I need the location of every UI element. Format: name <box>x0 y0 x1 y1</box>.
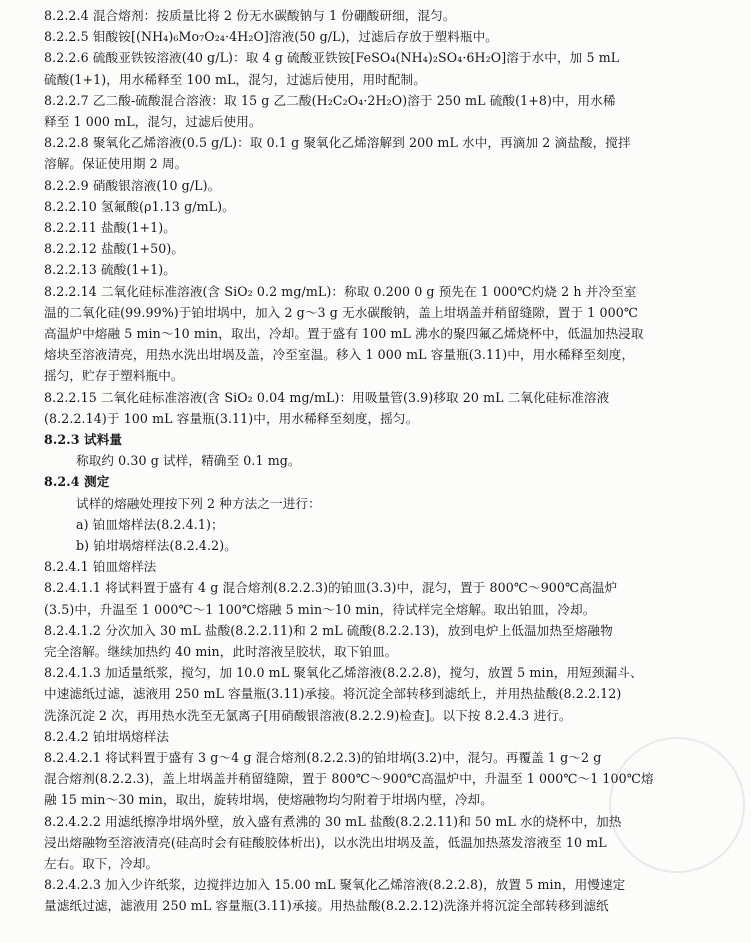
text-line: 洗涤沉淀 2 次，再用热水洗至无氯离子[用硝酸银溶液(8.2.2.9)检查]。以下按 8.2.4.3 进行。 <box>44 707 572 723</box>
text-line: 8.2.2.10 氢氟酸(ρ1.13 g/mL)。 <box>44 198 235 214</box>
text-line: 量滤纸过滤，滤液用 250 mL 容量瓶(3.11)承接。用热盐酸(8.2.2.12)洗涤并将沉淀全部转移到滤纸 <box>44 898 609 914</box>
text-line: 8.2.4.2.2 用滤纸擦净坩埚外壁，放入盛有煮沸的 30 mL 盐酸(8.2.2.11)和 50 mL 水的烧杯中，加热 <box>44 813 622 829</box>
text-line: (3.5)中，升温至 1 000℃～1 100℃熔融 5 min～10 min，待试样完全熔解。取出铂皿，冷却。 <box>44 601 596 617</box>
text-line: 8.2.2.7 乙二酸-硫酸混合溶液：取 15 g 乙二酸(H₂C₂O₄·2H₂O)溶于 250 mL 硫酸(1+8)中，用水稀 <box>44 92 616 108</box>
text-line: 高温炉中熔融 5 min～10 min，取出，冷却。置于盛有 100 mL 沸水的聚四氟乙烯烧杯中，低温加热浸取 <box>44 326 644 341</box>
text-line: 8.2.4.1 铂皿熔样法 <box>44 559 157 575</box>
text-line: 完全溶解。继续加热约 40 min，此时溶液呈胶状，取下铂皿。 <box>44 644 398 659</box>
text-line: 8.2.2.11 盐酸(1+1)。 <box>44 220 176 235</box>
text-line: 8.2.4.2 铂坩埚熔样法 <box>44 728 170 744</box>
text-line: b) 铂坩埚熔样法(8.2.4.2)。 <box>76 538 237 553</box>
text-line: 8.2.4.1.1 将试料置于盛有 4 g 混合熔剂(8.2.2.3)的铂皿(3.3)中，混匀，置于 800℃～900℃高温炉 <box>44 580 618 596</box>
text-line: 8.2.4 测定 <box>44 474 110 490</box>
text-line: 8.2.2.8 聚氧化乙烯溶液(0.5 g/L)：取 0.1 g 聚氧化乙烯溶解到 200 mL 水中，再滴加 2 滴盐酸，搅拌 <box>44 135 631 151</box>
text-line: 融 15 min～30 min，取出，旋转坩埚，使熔融物均匀附着于坩埚内壁，冷却。 <box>44 792 493 808</box>
text-line: 左右。取下，冷却。 <box>44 856 159 871</box>
text-line: (8.2.2.14)于 100 mL 容量瓶(3.11)中，用水稀释至刻度，摇匀。 <box>44 410 419 426</box>
text-line: 称取约 0.30 g 试样，精确至 0.1 mg。 <box>76 453 301 469</box>
text-line: 试样的熔融处理按下列 2 种方法之一进行： <box>76 495 321 511</box>
text-line: 释至 1 000 mL，混匀，过滤后使用。 <box>44 114 262 129</box>
text-line: 8.2.4.1.2 分次加入 30 mL 盐酸(8.2.2.11)和 2 mL 硫酸(8.2.2.13)，放到电炉上低温加热至熔融物 <box>44 622 613 638</box>
text-line: 硫酸(1+1)，用水稀释至 100 mL，混匀，过滤后使用，用时配制。 <box>44 71 426 87</box>
text-line: 8.2.2.5 钼酸铵[(NH₄)₆Mo₇O₂₄·4H₂O]溶液(50 g/L)，过滤后存放于塑料瓶中。 <box>44 29 498 45</box>
text-line: 8.2.2.4 混合熔剂：按质量比将 2 份无水碳酸钠与 1 份硼酸研细，混匀。 <box>44 8 456 23</box>
text-line: 浸出熔融物至溶液清亮(硅高时会有硅酸胶体析出)，以水洗出坩埚及盖，低温加热蒸发溶液至 10 mL <box>44 834 607 850</box>
text-line: 8.2.2.9 硝酸银溶液(10 g/L)。 <box>44 177 221 193</box>
text-line: 8.2.4.2.3 加入少许纸浆，边搅拌边加入 15.00 mL 聚氧化乙烯溶液(8.2.2.8)，放置 5 min，用慢速定 <box>44 877 626 893</box>
text-line: 温的二氧化硅(99.99%)于铂坩埚中，加入 2 g～3 g 无水碳酸钠，盖上坩埚盖并稍留缝隙，置于 1 000℃ <box>44 304 639 320</box>
text-line: 8.2.2.12 盐酸(1+50)。 <box>44 241 185 257</box>
text-line: a) 铂皿熔样法(8.2.4.1)； <box>76 516 224 532</box>
text-line: 中速滤纸过滤，滤液用 250 mL 容量瓶(3.11)承接。将沉淀全部转移到滤纸上，并用热盐酸(8.2.2.12) <box>44 686 622 702</box>
text-line: 溶解。保证使用期 2 周。 <box>44 156 188 172</box>
text-line: 8.2.4.1.3 加适量纸浆，搅匀，加 10.0 mL 聚氧化乙烯溶液(8.2.2.8)，搅匀，放置 5 min，用短颈漏斗、 <box>44 665 643 681</box>
text-line: 8.2.2.6 硫酸亚铁铵溶液(40 g/L)：取 4 g 硫酸亚铁铵[FeSO₄(NH₄)₂SO₄·6H₂O]溶于水中，加 5 mL <box>44 50 620 66</box>
text-line: 8.2.3 试料量 <box>44 432 123 447</box>
text-line: 摇匀，贮存于塑料瓶中。 <box>44 368 184 384</box>
text-line: 8.2.2.15 二氧化硅标准溶液(含 SiO₂ 0.04 mg/mL)：用吸量管(3.9)移取 20 mL 二氧化硅标准溶液 <box>44 389 610 405</box>
text-line: 8.2.4.2.1 将试料置于盛有 3 g～4 g 混合熔剂(8.2.2.3)的铂坩埚(3.2)中，混匀。再覆盖 1 g～2 g <box>44 750 602 765</box>
text-line: 8.2.2.14 二氧化硅标准溶液(含 SiO₂ 0.2 mg/mL)：称取 0.200 0 g 预先在 1 000℃灼烧 2 h 并冷至室 <box>44 283 637 299</box>
text-line: 熔块至溶液清亮，用热水洗出坩埚及盖，冷至室温。移入 1 000 mL 容量瓶(3.11)中，用水稀释至刻度， <box>44 347 635 363</box>
text-line: 混合熔剂(8.2.2.3)，盖上坩埚盖并稍留缝隙，置于 800℃～900℃高温炉中，升温至 1 000℃～1 100℃熔 <box>44 771 654 787</box>
text-line: 8.2.2.13 硫酸(1+1)。 <box>44 262 176 278</box>
